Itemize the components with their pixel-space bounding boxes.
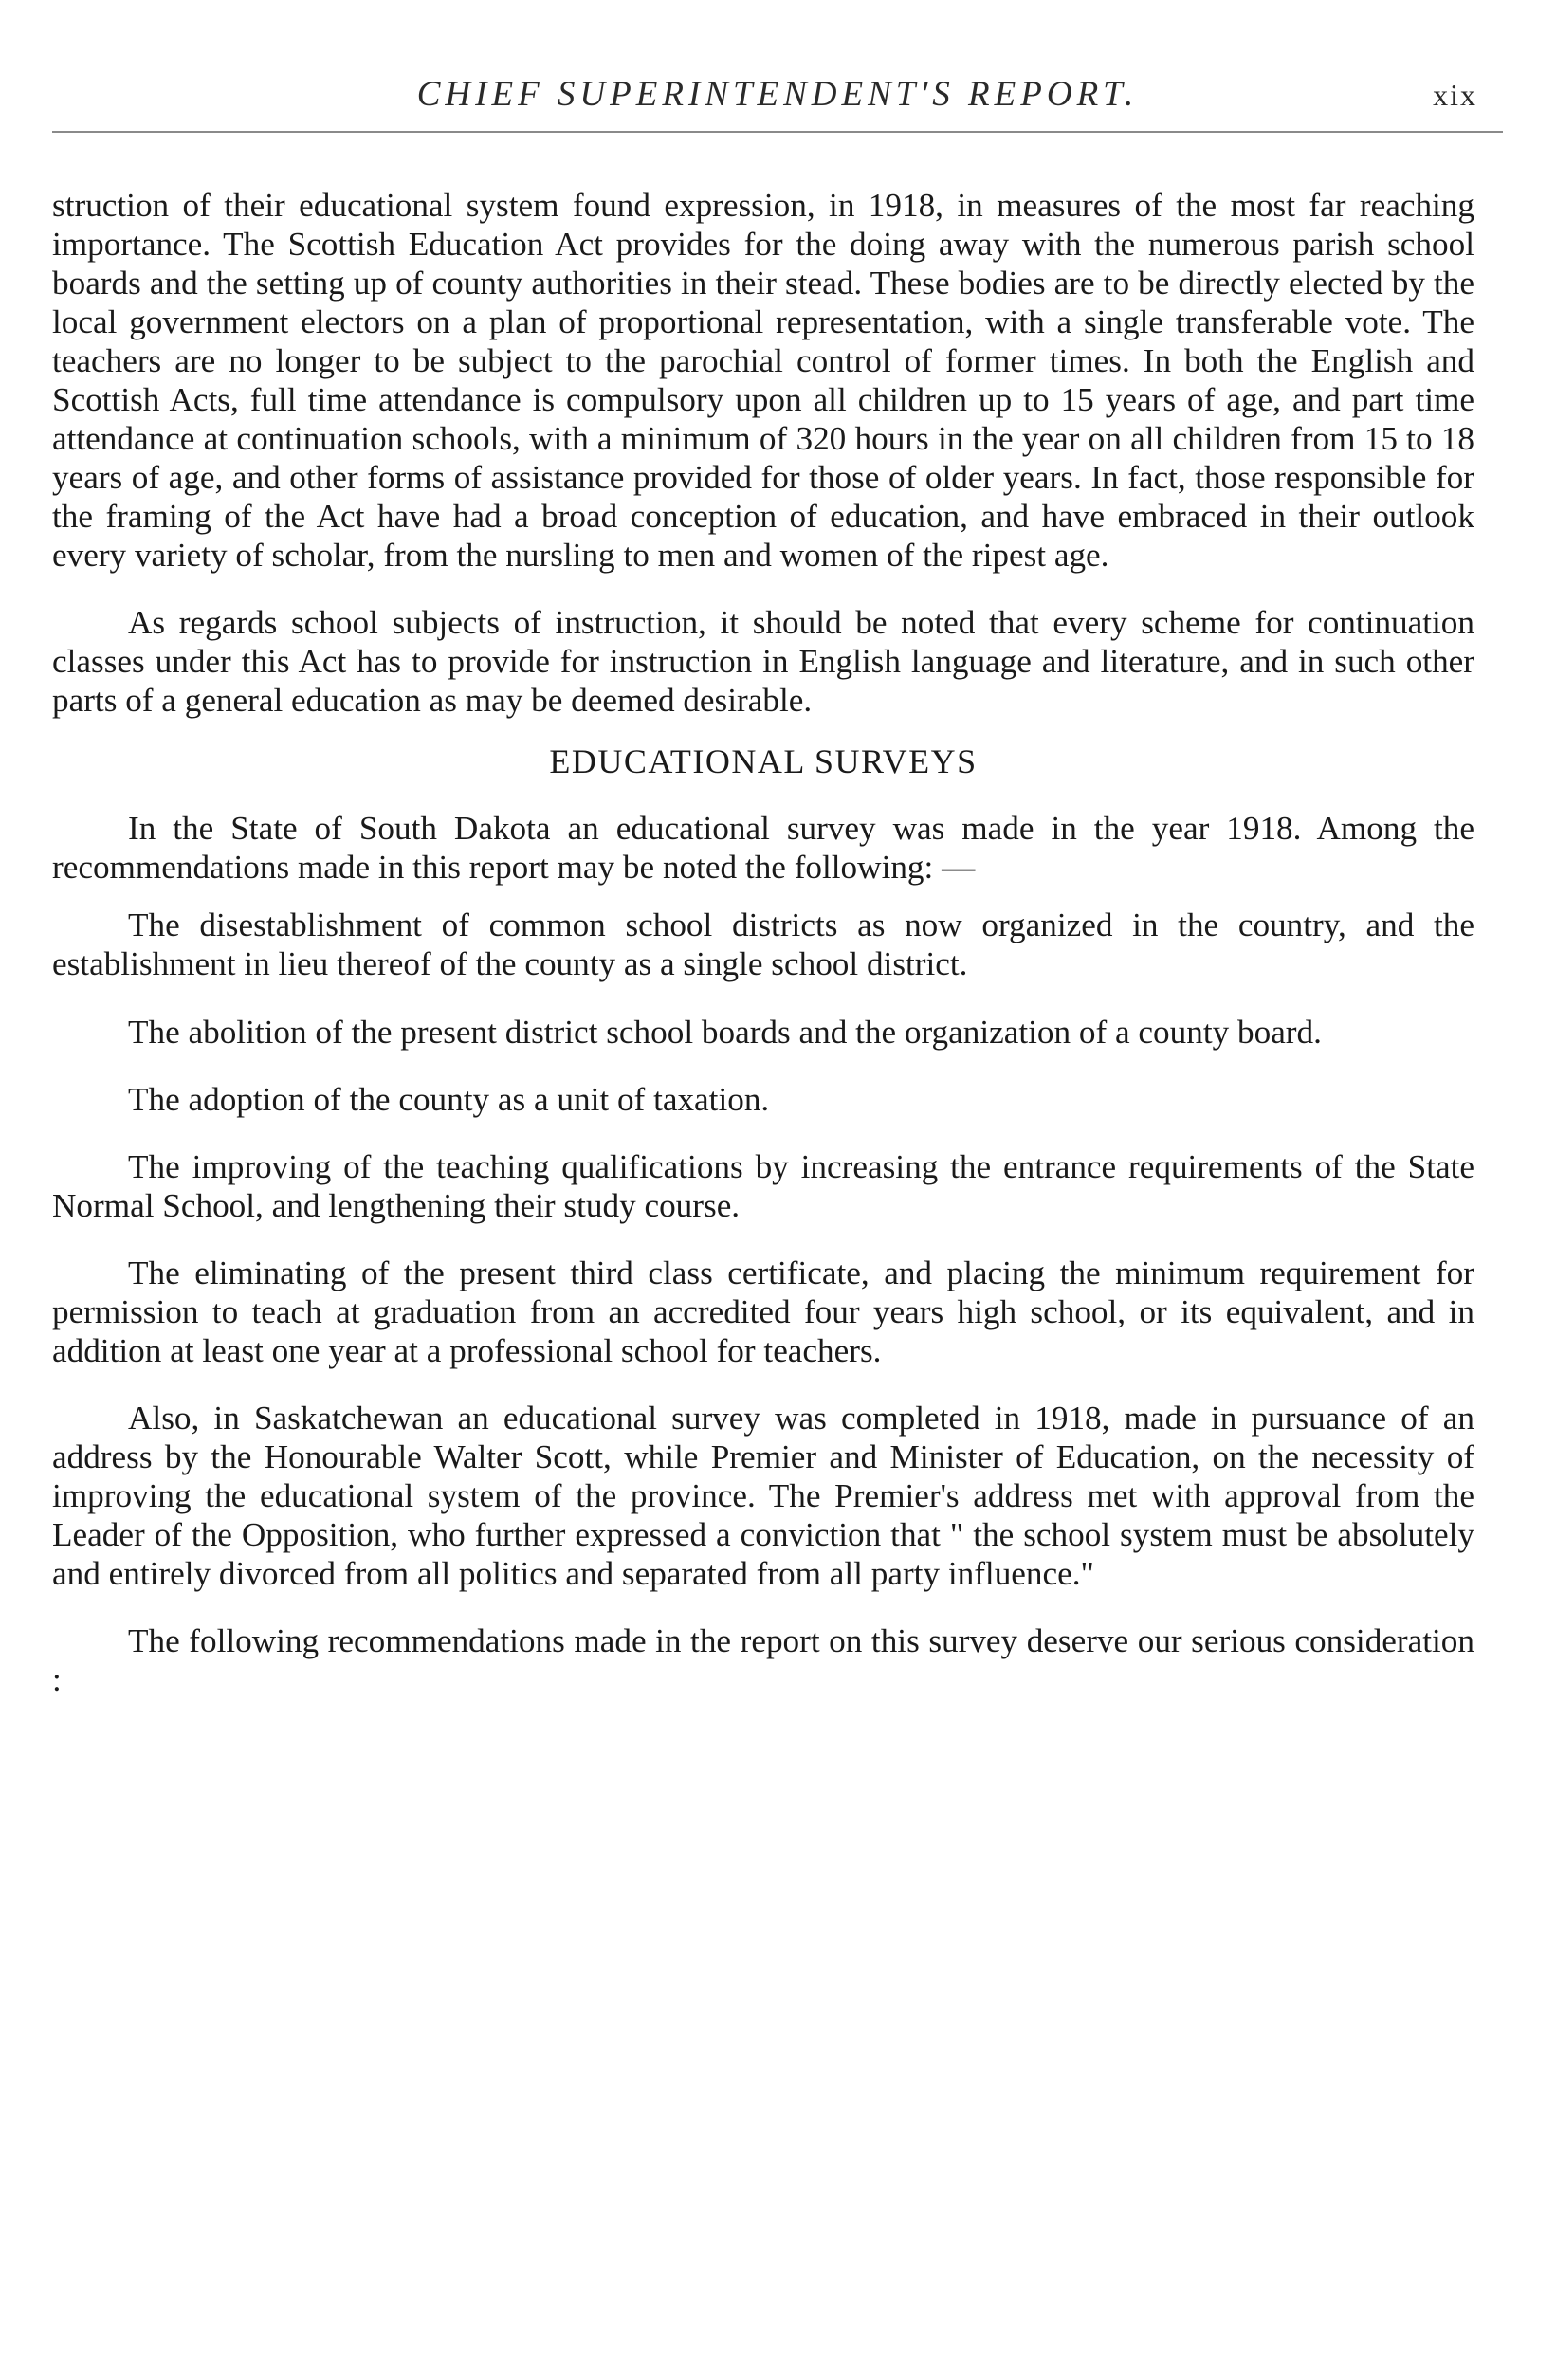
paragraph-recommendation-2: The abolition of the present district school boards and the organization of a county board. xyxy=(128,1013,1322,1051)
paragraph-continuation: struction of their educational system found expression, in 1918, in measures of the most far reaching importance. The Scottish Education Act provides for the doing away with the numerous parish school boards and the setting up of county authorities in their stead. These bodies are to be directly elected by the local government electors on a plan of proportional representation, with a single transferable vote. The teachers are no longer to be subject to the parochial control of former times. In both the English and Scottish Acts, full time attendance is compulsory upon all children up to 15 years of age, and part time attendance at continuation schools, with a minimum of 320 hours in the year on all children from 15 to 18 years of age, and other forms of assistance provided for those of older years. In fact, those responsible for the framing of the Act have had a broad conception of education, and have embraced in their outlook every variety of scholar, from the nursling to men and women of the ripest age. xyxy=(52,187,1474,575)
paragraph-recommendation-1: The disestablishment of common school districts as now organized in the country, and the establishment in lieu thereof of the county as a single school district. xyxy=(52,906,1474,983)
paragraph-school-subjects: As regards school subjects of instruction, it should be noted that every scheme for continuation classes under this Act has to provide for instruction in English language and literature, and in such other parts of a general education as may be deemed desirable. xyxy=(52,604,1474,720)
paragraph-recommendation-3: The adoption of the county as a unit of taxation. xyxy=(128,1080,770,1118)
running-title: CHIEF SUPERINTENDENT'S REPORT. xyxy=(416,75,1139,114)
paragraph-south-dakota: In the State of South Dakota an educational survey was made in the year 1918. Among the recommendations made in this report may be noted the following: — xyxy=(52,810,1474,887)
paragraph-saskatchewan: Also, in Saskatchewan an educational survey was completed in 1918, made in pursuance of an address by the Honourable Walter Scott, while Premier and Minister of Education, on the necessity of improving the educational system of the province. The Premier's address met with approval from the Leader of the Opposition, who further expressed a conviction that " the school system must be absolutely and entirely divorced from all politics and separated from all party influence." xyxy=(52,1399,1474,1592)
section-heading: EDUCATIONAL SURVEYS xyxy=(549,742,978,781)
running-header xyxy=(0,74,1556,121)
paragraph-following-recommendations: The following recommendations made in the report on this survey deserve our serious consideration : xyxy=(52,1621,1474,1698)
paragraph-recommendation-5: The eliminating of the present third class certificate, and placing the minimum requirement for permission to teach at graduation from an accredited four years high school, or its equivalent, and in addition at least one year at a professional school for teachers. xyxy=(52,1254,1474,1369)
page-number: xix xyxy=(1433,78,1477,112)
paragraph-recommendation-4: The improving of the teaching qualifications by increasing the entrance requirements of the State Normal School, and lengthening their study course. xyxy=(52,1147,1474,1224)
body-text xyxy=(52,186,1474,1699)
header-rule xyxy=(52,131,1503,133)
